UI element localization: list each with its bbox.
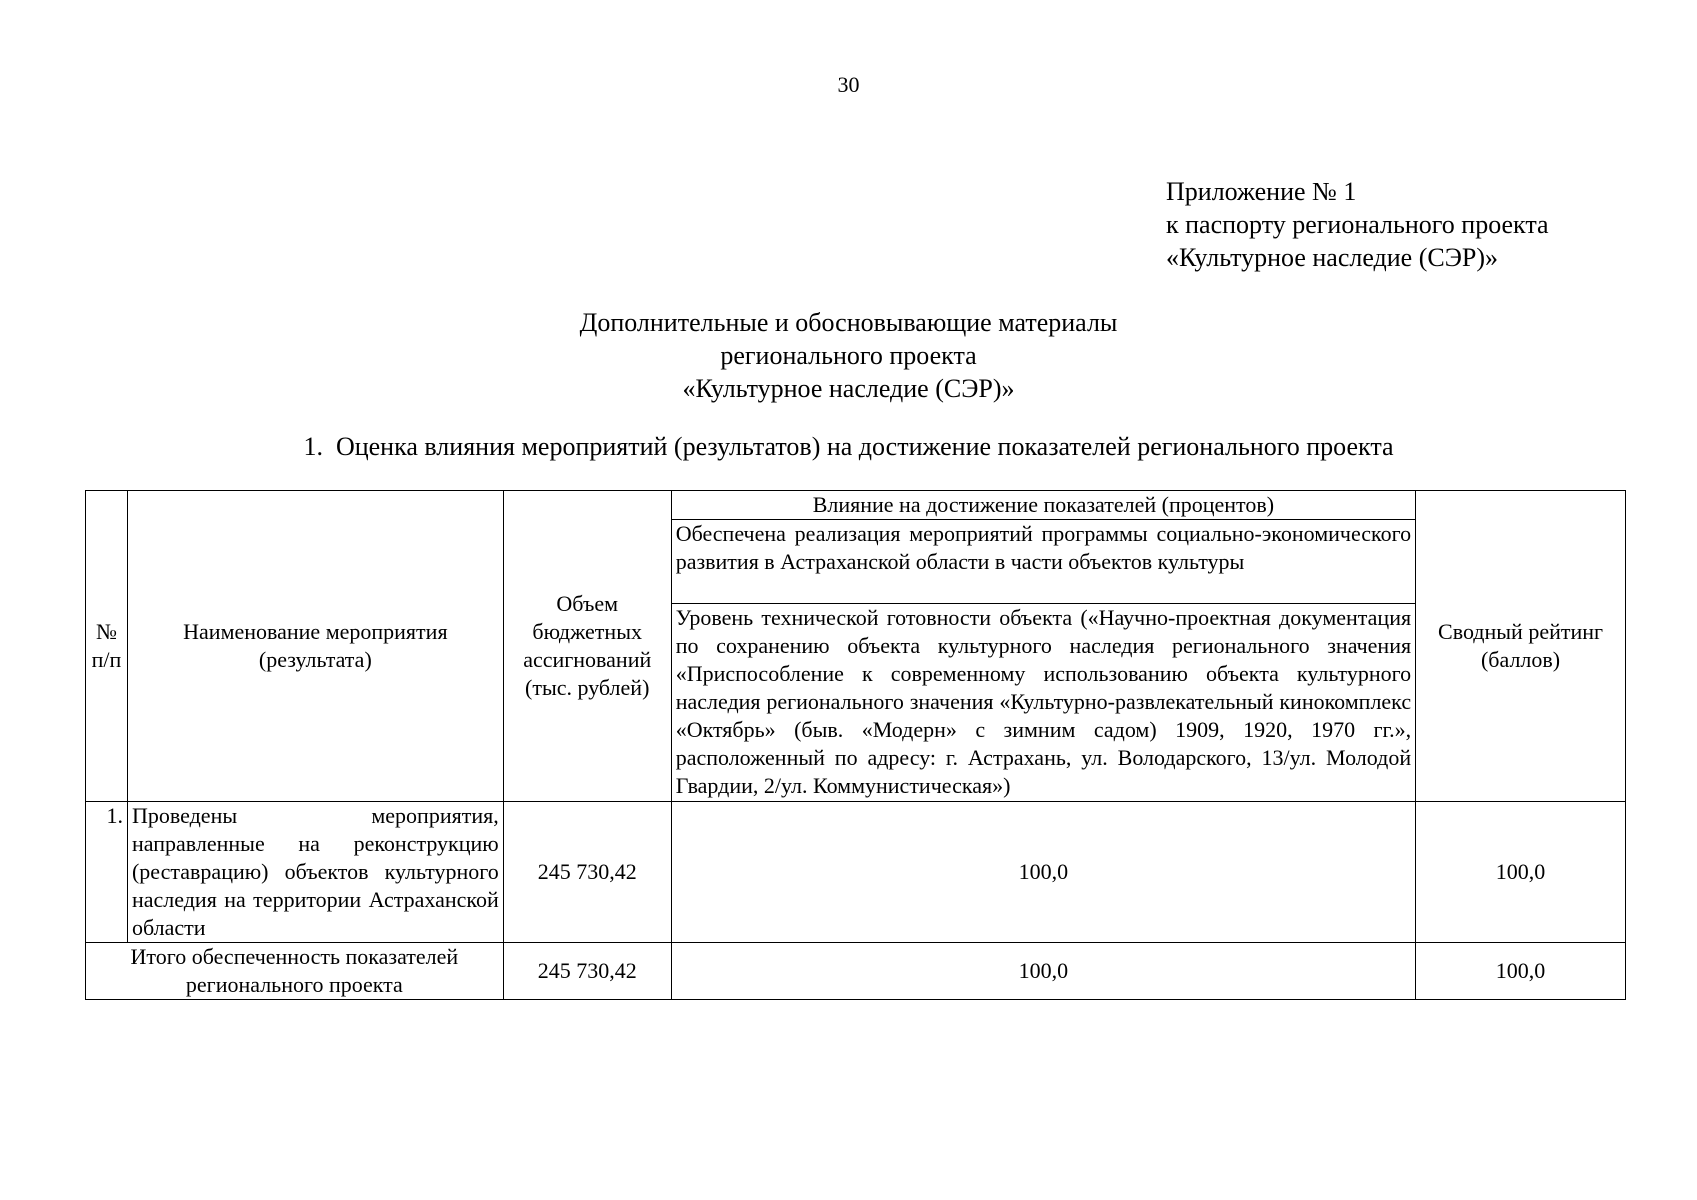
- title-line-3: «Культурное наследие (СЭР)»: [682, 374, 1015, 403]
- total-label: Итого обеспеченность показателей регионального проекта: [86, 943, 504, 1000]
- row-num: 1.: [86, 802, 128, 943]
- header-influence: Влияние на достижение показателей (процентов): [671, 491, 1415, 520]
- header-num: № п/п: [86, 491, 128, 802]
- row-rating: 100,0: [1416, 802, 1626, 943]
- total-influence: 100,0: [671, 943, 1415, 1000]
- total-rating: 100,0: [1416, 943, 1626, 1000]
- table-row: [86, 802, 1626, 943]
- section-title: [0, 432, 1697, 462]
- appendix-line-1: Приложение № 1: [1166, 177, 1357, 206]
- title-line-1: Дополнительные и обосновывающие материалы: [579, 308, 1118, 337]
- section-number: 1.: [303, 432, 323, 461]
- appendix-line-2: к паспорту регионального проекта: [1166, 210, 1549, 239]
- header-rating: Сводный рейтинг (баллов): [1416, 491, 1626, 802]
- document-title: [0, 306, 1697, 405]
- header-name: Наименование мероприятия (результата): [127, 491, 503, 802]
- page-number: 30: [837, 72, 860, 97]
- total-budget: 245 730,42: [503, 943, 671, 1000]
- header-indicator-1: Обеспечена реализация мероприятий программы социально-экономического развития в Астраханской области в части объектов культуры: [671, 520, 1415, 604]
- header-row-1: [86, 491, 1626, 520]
- total-row: [86, 943, 1626, 1000]
- appendix-line-3: «Культурное наследие (СЭР)»: [1166, 243, 1499, 272]
- header-budget: Объем бюджетных ассигнований (тыс. рублей): [503, 491, 671, 802]
- row-budget: 245 730,42: [503, 802, 671, 943]
- assessment-table: [85, 490, 1626, 1000]
- header-indicator-2: Уровень технической готовности объекта («Научно-проектная документация по сохранению объекта культурного наследия регионального значения «Приспособление к современному использованию объекта культурного наследия регионального значения «Культурно-развлекательный кинокомплекс «Октябрь» (быв. «Модерн» с зимним садом) 1909, 1920, 1970 гг.», расположенный по адресу: г. Астрахань, ул. Володарского, 13/ул. Молодой Гвардии, 2/ул. Коммунистическая»): [671, 604, 1415, 802]
- row-name: Проведены мероприятия, направленные на реконструкцию (реставрацию) объектов культурного наследия на территории Астраханской области: [127, 802, 503, 943]
- title-line-2: регионального проекта: [720, 341, 977, 370]
- row-influence: 100,0: [671, 802, 1415, 943]
- appendix-block: [1166, 175, 1549, 274]
- section-title-text: Оценка влияния мероприятий (результатов) на достижение показателей регионального проекта: [335, 432, 1394, 461]
